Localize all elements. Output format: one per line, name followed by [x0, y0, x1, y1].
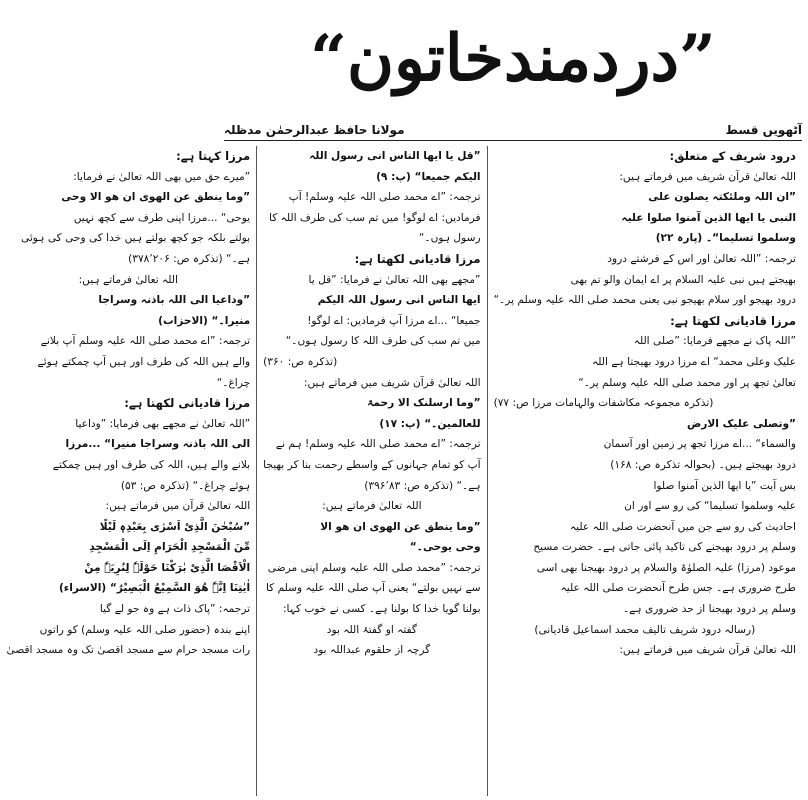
- text-line: تعالیٰ تجھ پر اور محمد صلی اللہ علیہ وسلم پر۔“: [578, 376, 796, 389]
- column-middle: [257, 146, 487, 796]
- text-line: النبی یا ایھا الذین آمنوا صلوا علیہ: [621, 211, 796, 224]
- text-line: والے ہیں اللہ کی طرف اور ہیں آپ چمکتے ہوئے: [37, 355, 251, 368]
- text-line: یوحی“ ...مرزا اپنی طرف سے کچھ نہیں: [73, 211, 251, 224]
- text-line: ترجمہ: ”اللہ تعالیٰ اور اس کے فرشتے درود: [607, 252, 796, 265]
- text-line: ”ان اللہ وملئکتہ یصلون علی: [648, 191, 796, 204]
- text-line: ”میرے حق میں بھی اللہ تعالیٰ نے فرمایا:: [73, 170, 251, 183]
- text-line: درود بھیجو اور سلام بھیجو نبی یعنی محمد صلی اللہ علیہ وسلم پر۔“: [493, 294, 796, 307]
- episode-label: آٹھویں قسط: [725, 123, 802, 137]
- text-line: ”وما ینطق عن الھوی ان ھو الا وحی: [61, 191, 251, 204]
- text-line: بھیجتے ہیں نبی علیہ السلام پر اے ایمان والو تم بھی: [570, 273, 796, 286]
- text-line: اللہ تعالیٰ فرماتے ہیں:: [78, 273, 178, 286]
- text-line: مرزا قادیانی لکھتا ہے:: [670, 313, 796, 328]
- text-line: ترجمہ: ”اے محمد صلی اللہ علیہ وسلم! آپ: [288, 191, 481, 204]
- text-line: اللہ تعالیٰ فرماتے ہیں:: [322, 500, 422, 513]
- text-line: ترجمہ: ”پاک ذات ہے وہ جو لے گیا: [99, 603, 251, 616]
- text-line: درود شریف کے متعلق:: [669, 149, 796, 163]
- text-line: الی اللہ باذنہ وسراجا منیرا“ ...مرزا: [65, 438, 251, 451]
- text-line: مرزا کہتا ہے:: [176, 149, 251, 163]
- author-name: مولانا حافظ عبدالرحمٰن مدظلہ: [224, 123, 405, 137]
- column-right: [488, 146, 802, 796]
- text-line: سے نہیں بولتے“ یعنی آپ صلی اللہ علیہ وسلم کا: [265, 582, 481, 595]
- text-line: ترجمہ: ”اے محمد صلی اللہ علیہ وسلم آپ بلانے: [40, 335, 251, 348]
- text-line: طرح ضروری ہے۔ جس طرح آنحضرت صلی اللہ علیہ: [560, 582, 796, 595]
- text-line: بلانے والے ہیں، اللہ کی طرف اور ہیں چمکتے: [52, 458, 251, 471]
- text-line: وحی یوحی۔“: [409, 541, 481, 554]
- text-line: ہوئے چراغ۔“ (تذکرہ ص: ۵۳): [120, 479, 251, 492]
- text-line: للعالمین۔“ (پ: ۱۷): [379, 417, 481, 430]
- text-line: ”وما ارسلنک الا رحمۃ: [367, 397, 481, 410]
- text-line: اللہ تعالیٰ قرآن شریف میں فرماتے ہیں:: [303, 376, 481, 389]
- text-line: ایھا الناس انی رسول اللہ الیکم: [317, 294, 481, 307]
- text-line: رات مسجد حرام سے مسجد اقصیٰ تک وہ مسجد اقصیٰ: [6, 644, 251, 657]
- article-body: [6, 146, 802, 796]
- text-line: ترجمہ: ”اے محمد صلی اللہ علیہ وسلم! ہم نے: [275, 438, 481, 451]
- byline: [224, 118, 802, 141]
- text-line: اٰیٰتِنَا اِنَّہٗ ھُوَ السَّمِیْعُ الْبَصِیْرُ“ (الاسراء): [58, 582, 251, 595]
- column-left: [0, 146, 257, 796]
- text-line: جمیعا“ ...اے مرزا آپ فرمادیں: اے لوگو!: [307, 314, 481, 327]
- text-line: ”وداعیا الی اللہ باذنہ وسراجا: [98, 294, 251, 307]
- text-line: ”اللہ پاک نے مجھے فرمایا: ”صلی اللہ: [633, 335, 796, 348]
- text-line: الْاَقْصَا الَّذِیْ بٰرَکْنَا حَوْلَہٗ لِنُرِیَہٗ مِنْ: [84, 561, 251, 574]
- text-line: فرمادیں: اے لوگو! میں تم سب کی طرف اللہ کا: [269, 211, 481, 224]
- text-line: ”اللہ تعالیٰ نے مجھے بھی فرمایا: ”وداعیا: [75, 417, 251, 430]
- text-line: اللہ تعالیٰ قرآن شریف میں فرماتے ہیں:: [619, 170, 796, 183]
- text-line: والسماء“ ...اے مرزا تجھ پر زمین اور آسمان: [603, 438, 796, 451]
- text-line: علیہ وسلموا تسلیما“ کی رو سے اور ان: [624, 500, 796, 513]
- text-line: ”مجھے بھی اللہ تعالیٰ نے فرمایا: ”قل یا: [308, 273, 481, 286]
- text-line: وسلم پر درود بھیجنا از حد ضروری ہے۔: [622, 603, 796, 616]
- text-line: میں تم سب کی طرف اللہ کا رسول ہوں۔“: [285, 335, 481, 348]
- text-line: مرزا قادیانی لکھتا ہے:: [124, 396, 251, 411]
- text-line: ”قل یا ایھا الناس انی رسول اللہ: [309, 150, 481, 162]
- text-line: گرچہ از حلقوم عبداللہ بود: [313, 644, 431, 657]
- text-line: ہے۔“ (تذکرہ ص: ۳۹۶٬۸۳): [364, 479, 481, 492]
- text-line: احادیث کی رو سے جن میں آنحضرت صلی اللہ علیہ: [569, 520, 796, 533]
- text-line: مرزا قادیانی لکھتا ہے:: [354, 251, 481, 266]
- text-line: درود بھیجتے ہیں۔ (بحوالہ تذکرہ ص: ۱۶۸): [610, 458, 796, 471]
- text-line: اپنے بندہ (حضور صلی اللہ علیہ وسلم) کو راتوں: [39, 623, 251, 636]
- text-line: (رسالہ درود شریف تالیف محمد اسماعیل قادیانی): [534, 623, 756, 636]
- text-line: اللہ تعالیٰ قرآن میں فرماتے ہیں:: [105, 500, 251, 513]
- text-line: بولنا گویا خدا کا بولنا ہے۔ کسی نے خوب کہا:: [282, 603, 481, 616]
- text-line: الیکم جمیعا“ (پ: ۹): [376, 170, 481, 183]
- text-line: (تذکرہ ص: ۳۶۰): [263, 355, 338, 368]
- text-line: چراغ۔“: [216, 376, 251, 389]
- text-line: ”وتصلی علیک الارض: [687, 417, 796, 430]
- text-line: مِّنَ الْمَسْجِدِ الْحَرَامِ اِلَی الْمَسْجِدِ: [89, 541, 251, 554]
- text-line: ترجمہ: ”محمد صلی اللہ علیہ وسلم اپنی مرضی: [267, 561, 481, 574]
- text-line: بولتے بلکہ جو کچھ بولتے ہیں خدا کی وحی کی ہوئی: [21, 232, 251, 245]
- text-line: موعود (مرزا) علیہ الصلوٰۃ والسلام پر درود بھیجنا بھی اسی: [536, 561, 796, 574]
- text-line: علیک وعلی محمد“ اے مرزا درود بھیجتا ہے اللہ: [592, 355, 796, 368]
- text-line: رسول ہوں۔“: [418, 232, 481, 245]
- text-line: وسلموا تسلیما“۔ (پارہ ۲۲): [655, 232, 796, 245]
- text-line: (تذکرہ مجموعہ مکاشفات والہامات مرزا ص: ۷۷): [493, 397, 714, 410]
- text-line: ”وما ینطق عن الھوی ان ھو الا: [320, 520, 481, 533]
- text-line: ہے۔“ (تذکرہ ص: ۳۷۸٬۲۰۶): [128, 252, 251, 265]
- text-line: ”سُبْحٰنَ الَّذِیْ اَسْرٰی بِعَبْدِہٖ لَیْلًا: [99, 520, 251, 533]
- text-line: بس آیت ”یا ایھا الذین آمنوا صلوا: [653, 479, 796, 492]
- text-line: گفتہ او گفتۂ اللہ بود: [326, 623, 417, 636]
- text-line: اللہ تعالیٰ قرآن شریف میں فرماتے ہیں:: [619, 644, 796, 657]
- text-line: منیرا۔“ (الاحزاب): [158, 314, 251, 327]
- text-line: وسلم پر درود بھیجنے کی تاکید پائی جاتی ہے۔ حضرت مسیح: [533, 541, 796, 554]
- text-line: آپ کو تمام جہانوں کے واسطے رحمت بنا کر بھیجا: [263, 458, 481, 471]
- page-title: ”دردمندخاتون“: [310, 20, 716, 96]
